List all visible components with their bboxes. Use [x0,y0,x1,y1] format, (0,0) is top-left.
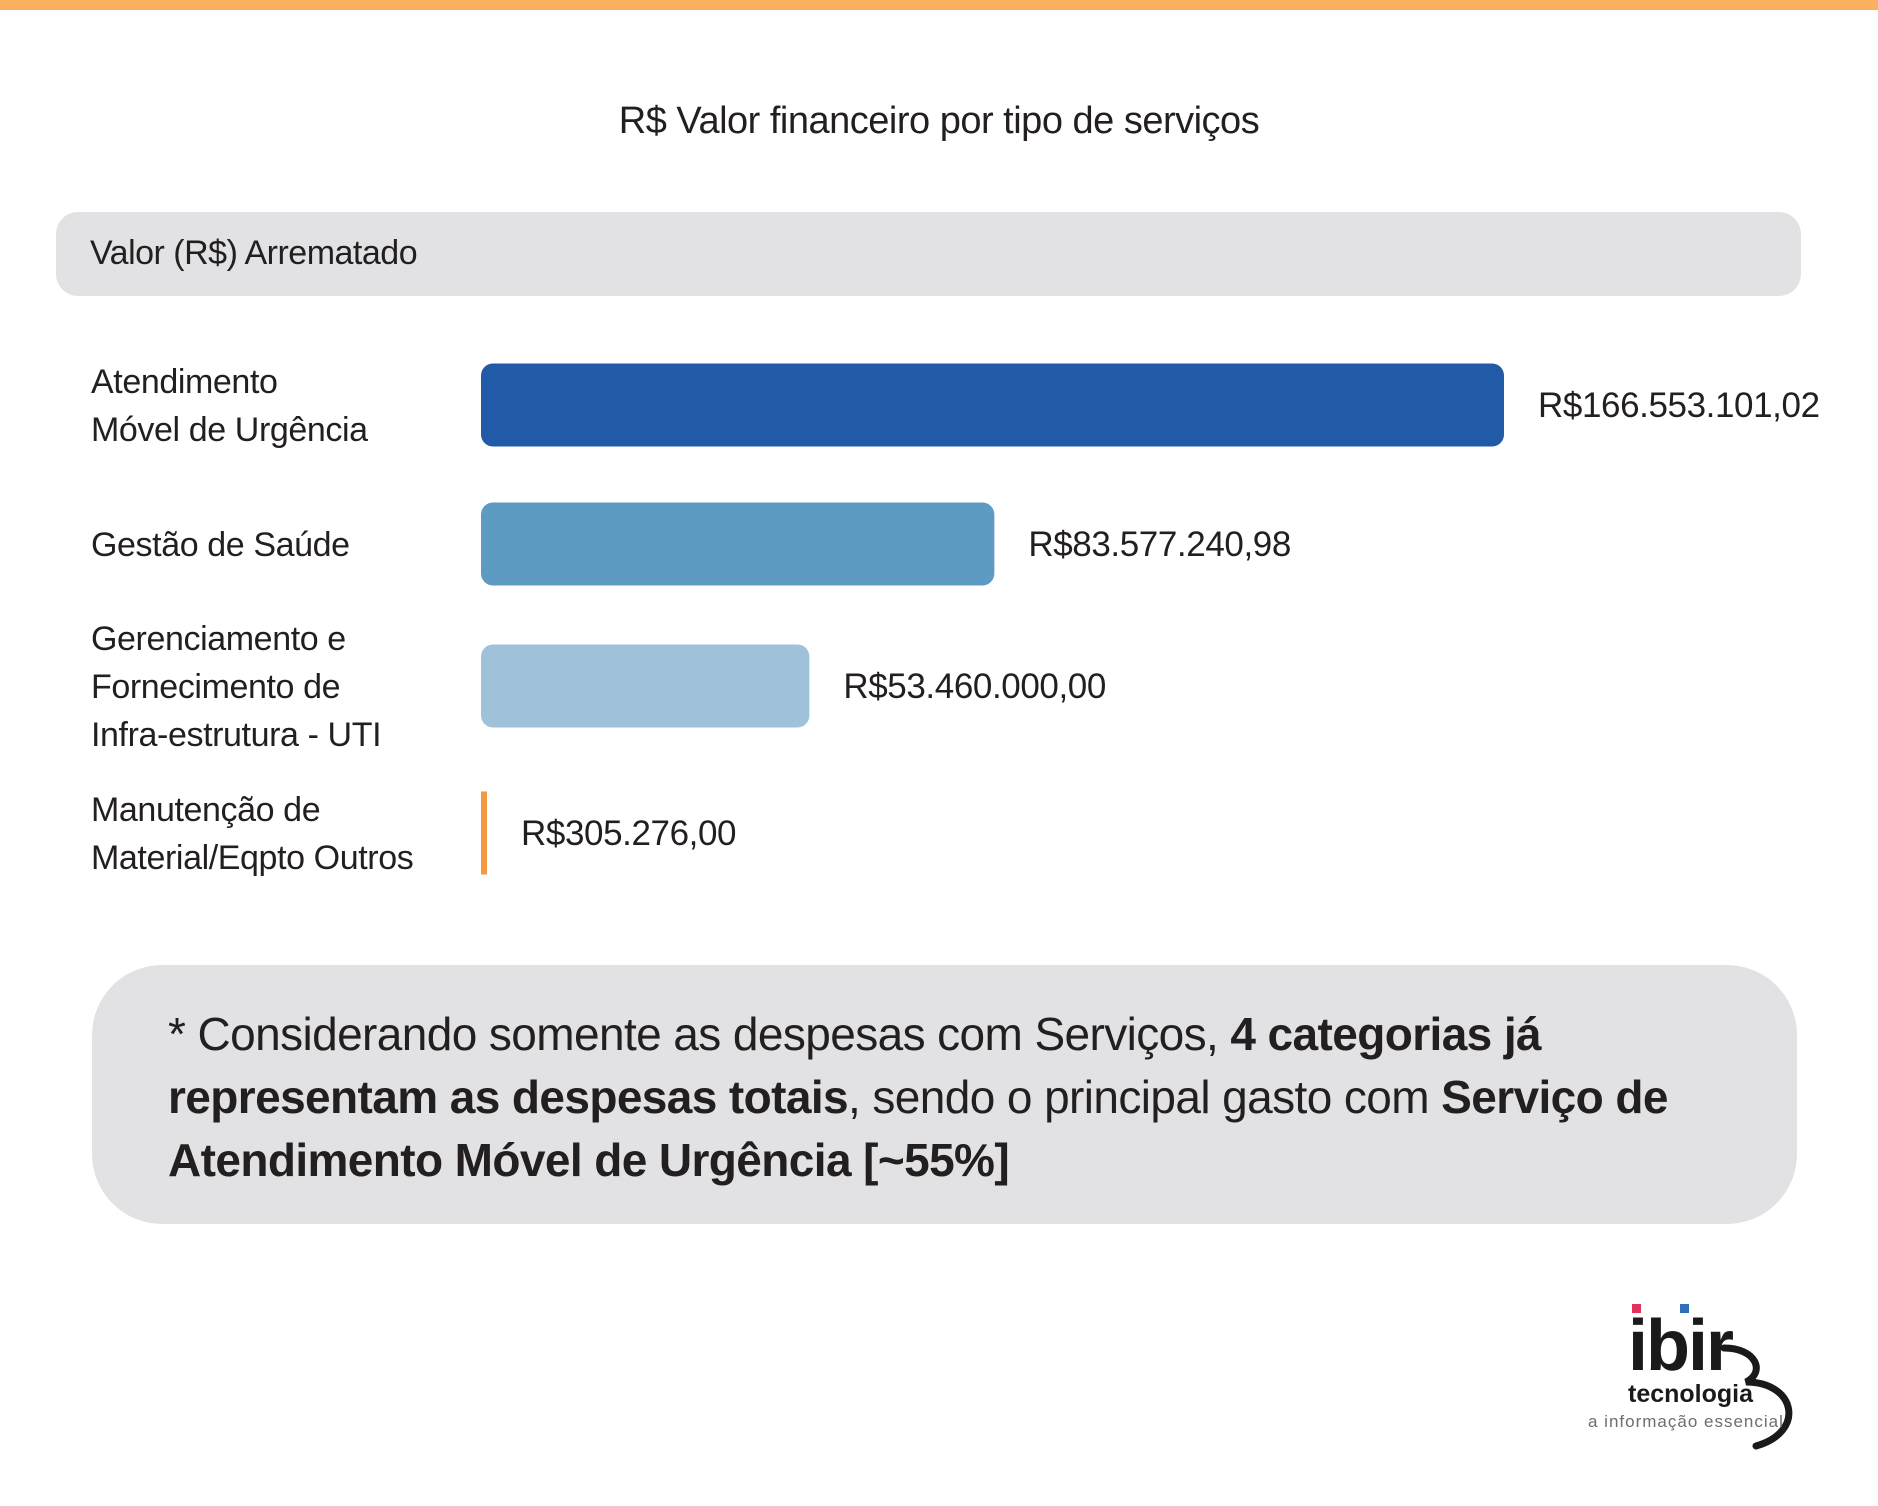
note-box [92,965,1797,1224]
logo-wordmark: ibir [1628,1306,1733,1386]
bar-1 [481,364,1504,447]
ibir-logo [1580,1300,1840,1450]
note-part-1: Considerando somente as despesas com Serviços, [197,1008,1231,1060]
category-label-4-2: Material/Eqpto Outros [91,839,414,877]
value-label-1: R$166.553.101,02 [1538,386,1820,425]
logo-subtitle: tecnologia [1628,1380,1754,1408]
note-bold-1: 4 categorias já representam as despesas totais [168,1008,1542,1123]
logo-tagline: a informação essencial [1588,1412,1784,1431]
note-text [168,1003,1728,1192]
bar-3 [481,645,809,728]
note-bold-2: Serviço de Atendimento Móvel de Urgência [~55%] [168,1071,1668,1186]
value-label-2: R$83.577.240,98 [1028,525,1291,564]
category-label-1-2: Móvel de Urgência [91,411,368,449]
value-label-4: R$305.276,00 [521,814,737,853]
bar-4 [481,792,487,875]
bar-2 [481,503,994,586]
category-label-4-1: Manutenção de [91,791,321,829]
series-label: Valor (R$) Arrematado [90,234,418,272]
category-label-3-1: Gerenciamento e [91,620,346,658]
category-label-2-1: Gestão de Saúde [91,526,350,564]
chart-title: R$ Valor financeiro por tipo de serviços [618,100,1260,142]
note-star: * [168,1008,198,1060]
category-label-1-1: Atendimento [91,363,278,401]
category-label-3-2: Fornecimento de [91,668,341,706]
category-label-3-3: Infra-estrutura - UTI [91,716,382,754]
bar-chart [0,300,1878,900]
series-header [56,212,1801,296]
top-accent-bar [0,0,1878,10]
value-label-3: R$53.460.000,00 [843,667,1106,706]
note-part-2: , sendo o principal gasto com [848,1071,1442,1123]
